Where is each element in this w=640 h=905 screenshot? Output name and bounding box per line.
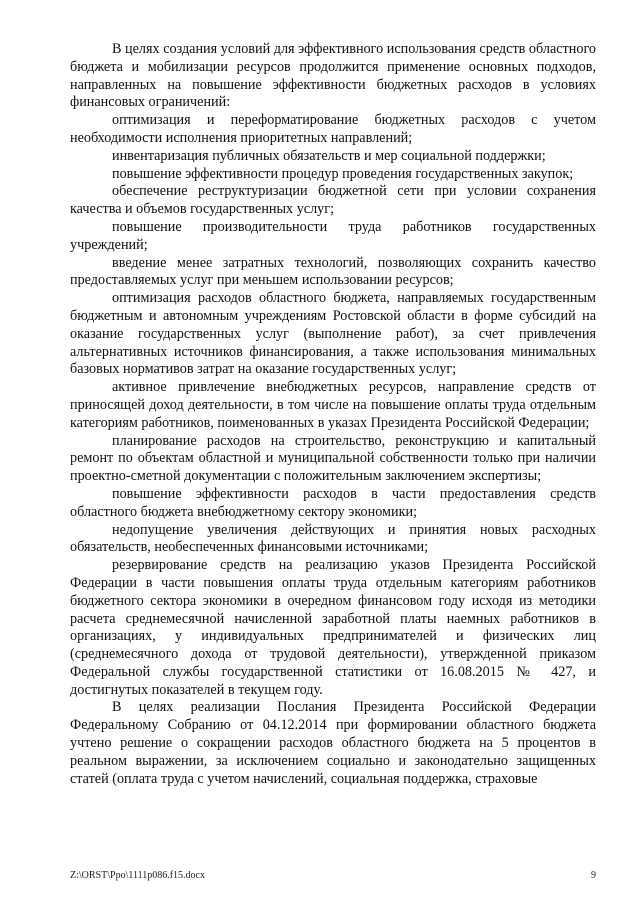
paragraph-item: повышение производительности труда работников государственных учреждений;: [70, 218, 596, 253]
page-number: 9: [591, 870, 596, 881]
paragraph-item: планирование расходов на строительство, реконструкцию и капитальный ремонт по объектам областной и муниципальной собственности только при наличии проектно-сметной документации с положительным заключением экспертизы;: [70, 432, 596, 485]
file-path: Z:\ORST\Ppo\1111p086.f15.docx: [70, 870, 205, 881]
paragraph-item: оптимизация и переформатирование бюджетных расходов с учетом необходимости исполнения приоритетных направлений;: [70, 112, 596, 146]
paragraph-item: инвентаризация публичных обязательств и мер социальной поддержки;: [112, 147, 546, 164]
paragraph-item: оптимизация расходов областного бюджета, направляемых государственным бюджетным и автономным учреждениям Ростовской области в форме субсидий на оказание государственных услуг (выполнение работ), за счет привлечения альтернативных источников финансирования, а также использования минимальных базовых нормативов затрат на оказание государственных услуг;: [70, 290, 596, 378]
paragraph-item: повышение эффективности расходов в части предоставления средств областного бюджета внебюджетному сектору экономики;: [70, 485, 596, 520]
paragraph-message: В целях реализации Послания Президента Российской Федерации Федеральному Собранию от 04.12.2014 при формировании областного бюджета учтено решение о сокращении расходов областного бюджета на 5 процентов в реальном выражении, за исключением социально и законодательно защищенных статей (оплата труда с учетом начислений, социальная поддержка, страховые: [70, 699, 596, 787]
paragraph-item: резервирование средств на реализацию указов Президента Российской Федерации в части повышения оплаты труда отдельным категориям работников бюджетного сектора экономики в очередном финансовом году исходя из методики расчета среднемесячной начисленной заработной платы наемных работников в организациях, у индивидуальных предпринимателей и физических лиц (среднемесячного дохода от трудовой деятельности), утвержденной приказом Федеральной службы государственной статистики от 16.08.2015 № 427, и достигнутых показателей в текущем году.: [70, 557, 596, 698]
paragraph-item: активное привлечение внебюджетных ресурсов, направление средств от приносящей доход деятельности, в том числе на повышение оплаты труда отдельным категориям работников, поименованных в указах Президента Российской Федерации;: [70, 379, 596, 431]
paragraph-item: обеспечение реструктуризации бюджетной сети при условии сохранения качества и объемов государственных услуг;: [70, 183, 596, 218]
paragraph-intro: В целях создания условий для эффективного использования средств областного бюджета и мобилизации ресурсов продолжится применение основных подходов, направленных на повышение эффективности бюджетных расходов в условиях финансовых ограничений:: [70, 41, 596, 111]
paragraph-item: недопущение увеличения действующих и принятия новых расходных обязательств, необеспеченных финансовыми источниками;: [70, 521, 596, 556]
document-body: [70, 41, 596, 788]
paragraph-item: повышение эффективности процедур проведения государственных закупок;: [112, 165, 574, 182]
paragraph-item: введение менее затратных технологий, позволяющих сохранить качество предоставляемых услуг при меньшем использовании ресурсов;: [70, 254, 596, 289]
